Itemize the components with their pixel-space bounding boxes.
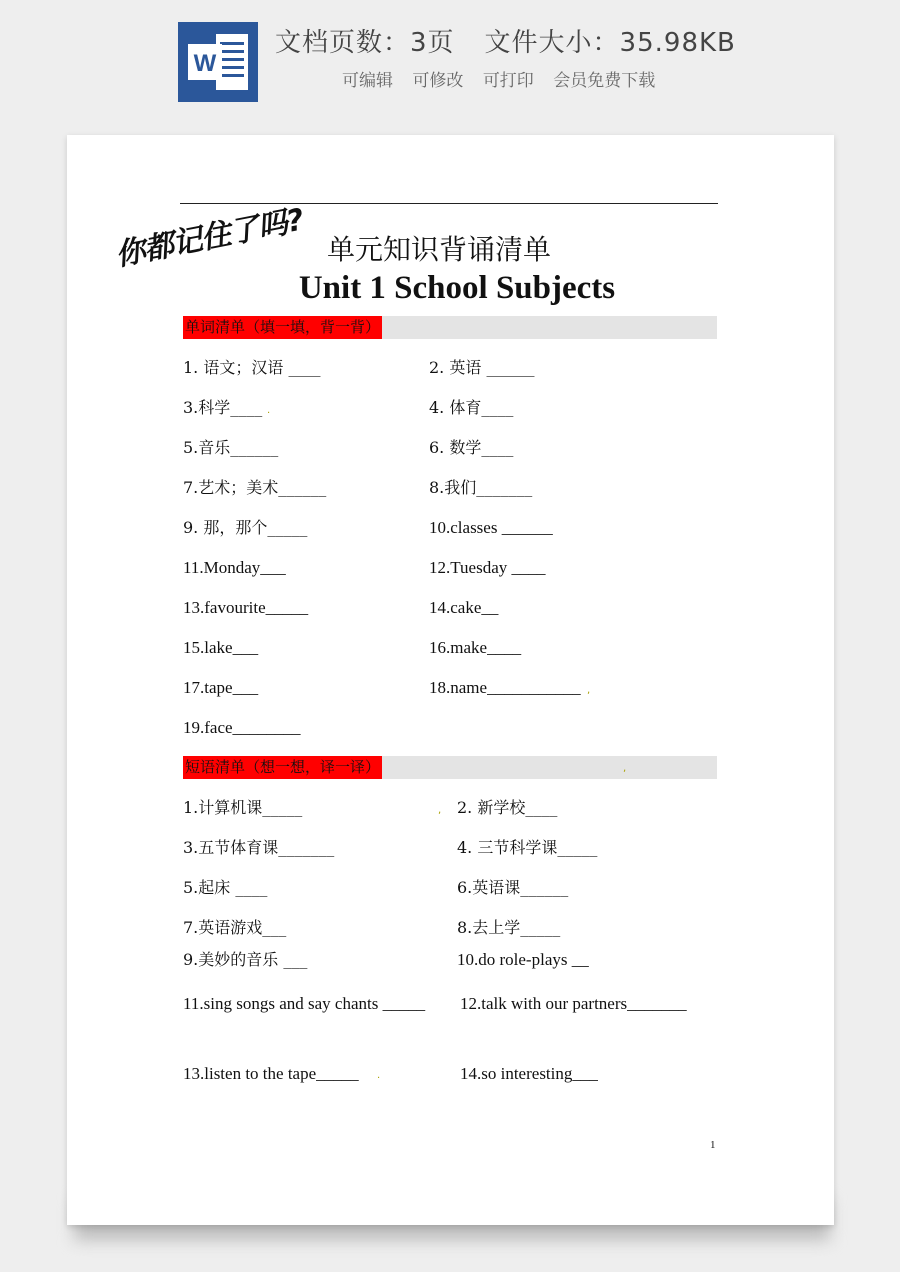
vocab-item: 1. 语文；汉语 ____ [183, 358, 321, 377]
phrase-item: 5.起床 ____ [183, 878, 268, 897]
phrase-item: 6.英语课______ [457, 878, 569, 897]
phrase-item: 13.listen to the tape_____ [183, 1064, 359, 1083]
title-chinese: 单元知识背诵清单 [327, 233, 552, 266]
vocab-item: 17.tape___ [183, 678, 259, 697]
page-number: 1 [710, 1139, 716, 1151]
vocab-item: 18.name___________ [429, 678, 581, 697]
vocab-item: 14.cake__ [429, 598, 499, 617]
feature-editable: 可编辑 [342, 71, 393, 91]
scan-mark: , [587, 685, 591, 696]
vocab-item: 19.face________ [183, 718, 301, 737]
vocab-item: 3.科学____ [183, 398, 263, 417]
phrase-item: 14.so interesting___ [460, 1064, 598, 1083]
phrase-item: 4. 三节科学课_____ [457, 838, 598, 857]
vocab-item: 13.favourite_____ [183, 598, 309, 617]
phrase-item: 7.英语游戏___ [183, 918, 287, 937]
document-info-banner [0, 0, 900, 120]
phrase-item: 10.do role-plays __ [457, 950, 589, 969]
vocab-item: 6. 数学____ [429, 438, 514, 457]
phrase-section-bar [183, 756, 717, 779]
document-page [67, 135, 834, 1225]
scan-mark: . [377, 1070, 381, 1081]
phrase-item: 2. 新学校____ [457, 798, 558, 817]
vocab-item: 4. 体育____ [429, 398, 514, 417]
vocab-item: 8.我们_______ [429, 478, 533, 497]
word-document-icon [178, 22, 258, 102]
vocab-section-bar [183, 316, 717, 339]
svg-text:W: W [193, 50, 217, 77]
file-size: 文件大小：35.98KB [484, 28, 736, 58]
feature-modifiable: 可修改 [412, 71, 464, 91]
phrase-item: 8.去上学_____ [457, 918, 561, 937]
phrase-item: 12.talk with our partners_______ [460, 994, 687, 1013]
vocab-item: 5.音乐______ [183, 438, 279, 457]
feature-free-download: 会员免费下载 [553, 71, 656, 91]
vocab-item: 10.classes ______ [429, 518, 553, 537]
vocab-item: 16.make____ [429, 638, 522, 657]
scan-mark: . [267, 405, 271, 416]
phrase-item: 3.五节体育课_______ [183, 838, 335, 857]
scan-mark: , [623, 763, 627, 774]
vocab-item: 2. 英语 ______ [429, 358, 535, 377]
feature-list [342, 66, 665, 91]
phrase-item: 1.计算机课_____ [183, 798, 303, 817]
vocab-item: 7.艺术；美术______ [183, 478, 327, 497]
scan-mark: , [438, 805, 442, 816]
vocab-item: 15.lake___ [183, 638, 259, 657]
vocab-item: 11.Monday___ [183, 558, 286, 577]
vocab-section-heading: 单词清单（填一填，背一背） [183, 316, 382, 339]
title-english: Unit 1 School Subjects [298, 270, 616, 306]
document-stats [275, 22, 736, 59]
phrase-item: 11.sing songs and say chants _____ [183, 994, 426, 1013]
vocab-item: 9. 那，那个_____ [183, 518, 308, 537]
phrase-section-heading: 短语清单（想一想，译一译） [183, 756, 382, 779]
phrase-item: 9.美妙的音乐 ___ [183, 950, 308, 969]
feature-printable: 可打印 [482, 71, 534, 91]
vocab-item: 12.Tuesday ____ [429, 558, 546, 577]
reminder-stamp: 你都记住了吗? [112, 202, 307, 274]
page-count: 文档页数：3页 [275, 28, 455, 58]
